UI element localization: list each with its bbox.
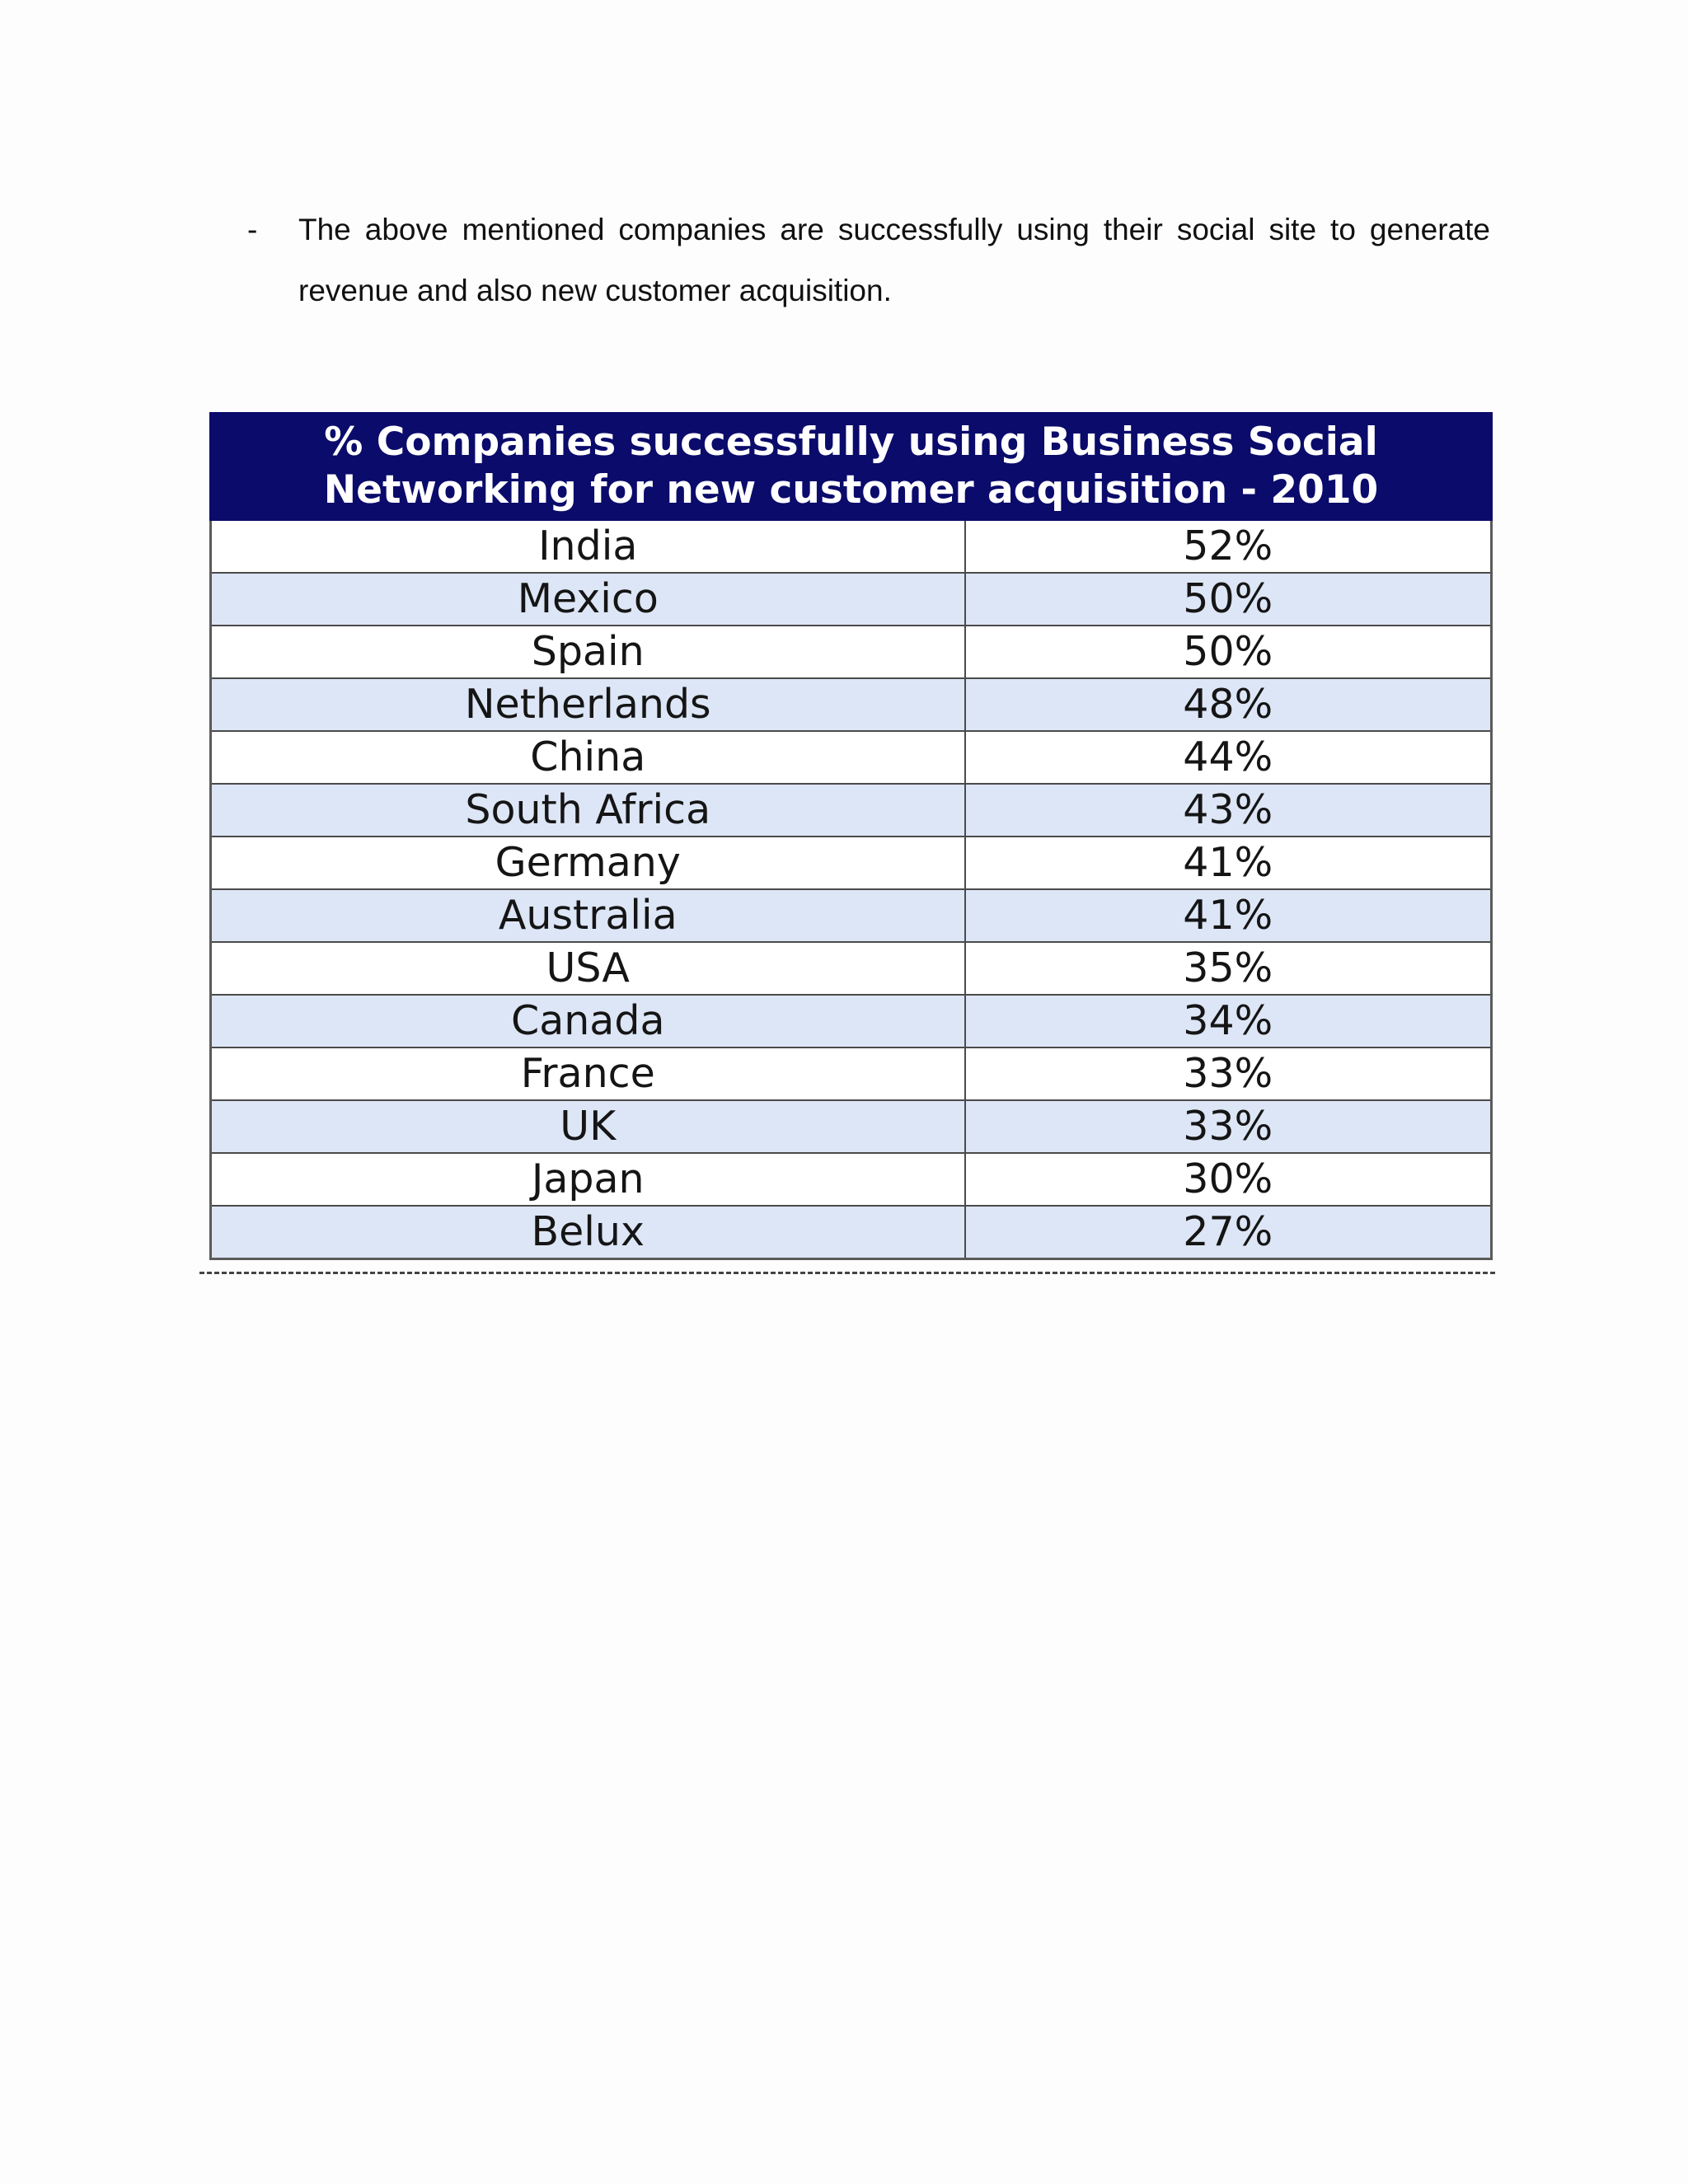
country-cell: Canada: [211, 995, 965, 1047]
country-cell: Mexico: [211, 573, 965, 626]
country-cell: Belux: [211, 1206, 965, 1259]
table-row: [211, 1100, 1492, 1153]
table-title: % Companies successfully using Business Social Networking for new customer acquisition - 2010: [211, 414, 1492, 520]
table-row: [211, 942, 1492, 995]
country-cell: France: [211, 1047, 965, 1100]
country-cell: Japan: [211, 1153, 965, 1206]
statistics-table-image: [209, 412, 1490, 1260]
country-cell: China: [211, 731, 965, 784]
country-cell: India: [211, 520, 965, 574]
table-row: [211, 784, 1492, 837]
country-cell: South Africa: [211, 784, 965, 837]
country-cell: Netherlands: [211, 678, 965, 731]
table-row: [211, 1153, 1492, 1206]
percentage-cell: 41%: [965, 889, 1492, 942]
dashed-divider: [199, 1272, 1495, 1274]
percentage-cell: 27%: [965, 1206, 1492, 1259]
country-cell: Spain: [211, 626, 965, 678]
percentage-cell: 48%: [965, 678, 1492, 731]
table-row: [211, 678, 1492, 731]
statistics-table: [209, 412, 1493, 1260]
table-row: [211, 1206, 1492, 1259]
percentage-cell: 50%: [965, 626, 1492, 678]
country-cell: Germany: [211, 837, 965, 889]
table-row: [211, 889, 1492, 942]
table-row: [211, 995, 1492, 1047]
table-header-row: [211, 414, 1492, 520]
percentage-cell: 44%: [965, 731, 1492, 784]
percentage-cell: 33%: [965, 1100, 1492, 1153]
table-row: [211, 1047, 1492, 1100]
table-row: [211, 837, 1492, 889]
percentage-cell: 34%: [965, 995, 1492, 1047]
percentage-cell: 52%: [965, 520, 1492, 574]
table-row: [211, 520, 1492, 574]
bullet-text: The above mentioned companies are successfully using their social site to generate revenue and also new customer acquisition.: [298, 213, 1490, 307]
percentage-cell: 41%: [965, 837, 1492, 889]
country-cell: Australia: [211, 889, 965, 942]
percentage-cell: 50%: [965, 573, 1492, 626]
percentage-cell: 30%: [965, 1153, 1492, 1206]
table-row: [211, 626, 1492, 678]
percentage-cell: 35%: [965, 942, 1492, 995]
bullet-marker: -: [247, 213, 258, 246]
table-row: [211, 573, 1492, 626]
table-row: [211, 731, 1492, 784]
percentage-cell: 33%: [965, 1047, 1492, 1100]
table-body: [211, 520, 1492, 1259]
country-cell: USA: [211, 942, 965, 995]
country-cell: UK: [211, 1100, 965, 1153]
percentage-cell: 43%: [965, 784, 1492, 837]
